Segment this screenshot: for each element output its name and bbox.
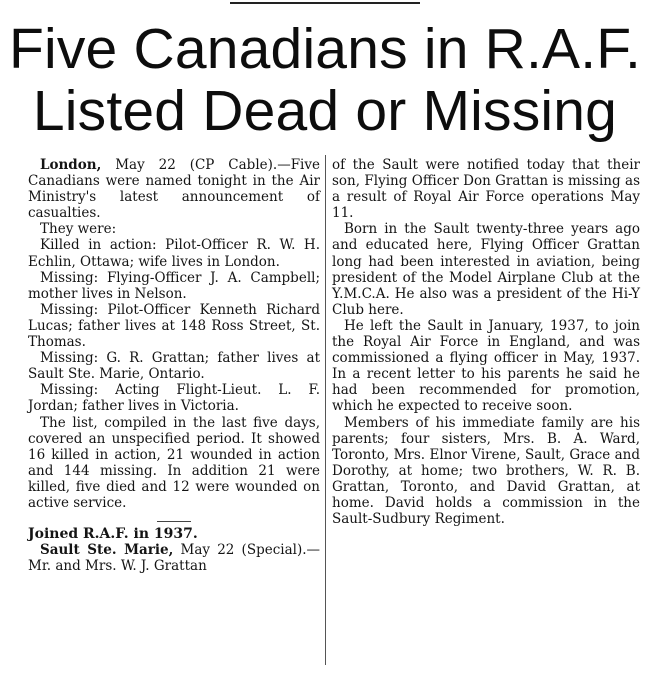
headline-line-1: Five Canadians in R.A.F. <box>8 17 642 81</box>
top-rule <box>230 2 420 4</box>
section-divider <box>157 521 191 522</box>
article-paragraph: Born in the Sault twenty-three years ago and educated here, Flying Officer Grattan long had been interested in aviation, being president of the Model Airplane Club at the Y.M.C.A. He also was a president of the Hi-Y Club here. <box>332 221 640 318</box>
paragraph-text: May 22 (Special).—Mr. and Mrs. W. J. Grattan <box>28 542 321 575</box>
dateline: Sault Ste. Marie, <box>40 542 174 559</box>
article-paragraph: Members of his immediate family are his parents; four sisters, Mrs. B. A. Ward, Toronto, Mrs. Elnor Virene, Sault, Grace and Dorothy, at home; two brothers, W. R. B. Grattan, Toronto, and David Grattan, at home. David holds a commission in the Sault-Sudbury Regiment. <box>332 414 640 528</box>
article-paragraph <box>28 542 320 574</box>
article-paragraph: Killed in action: Pilot-Officer R. W. H. Echlin, Ottawa; wife lives in London. <box>28 237 320 270</box>
subheading: Joined R.A.F. in 1937. <box>28 526 198 543</box>
dateline: London, <box>40 157 102 173</box>
article-paragraph: of the Sault were notified today that their son, Flying Officer Don Grattan is missing as a result of Royal Air Force operations May 11. <box>332 157 640 222</box>
article-paragraph: Missing: Flying-Officer J. A. Campbell; mother lives in Nelson. <box>28 269 320 302</box>
article-paragraph: Missing: Pilot-Officer Kenneth Richard Lucas; father lives at 148 Ross Street, St. Thomas. <box>28 301 320 351</box>
article-paragraph: Missing: G. R. Grattan; father lives at Sault Ste. Marie, Ontario. <box>28 350 320 383</box>
article-paragraph: He left the Sault in January, 1937, to join the Royal Air Force in England, and was commissioned a flying officer in May, 1937. In a recent letter to his parents he said he had been recommended for promotion, which he expected to receive soon. <box>332 317 640 415</box>
article-right-column <box>332 157 640 527</box>
paragraph-text: May 22 (CP Cable).—Five Canadians were named tonight in the Air Ministry's latest announcement of casualties. <box>28 157 320 222</box>
headline <box>8 18 642 142</box>
article-paragraph: Missing: Acting Flight-Lieut. L. F. Jordan; father lives in Victoria. <box>28 382 320 415</box>
headline-line-2: Listed Dead or Missing <box>32 79 618 143</box>
article-paragraph <box>28 157 320 221</box>
article-paragraph: They were: <box>40 221 117 238</box>
column-divider <box>325 155 326 665</box>
article-paragraph: The list, compiled in the last five days, covered an unspecified period. It showed 16 killed in action, 21 wounded in action and 144 missing. In addition 21 were killed, five died and 12 were wounded on active service. <box>28 414 320 511</box>
article-left-column <box>28 157 320 574</box>
